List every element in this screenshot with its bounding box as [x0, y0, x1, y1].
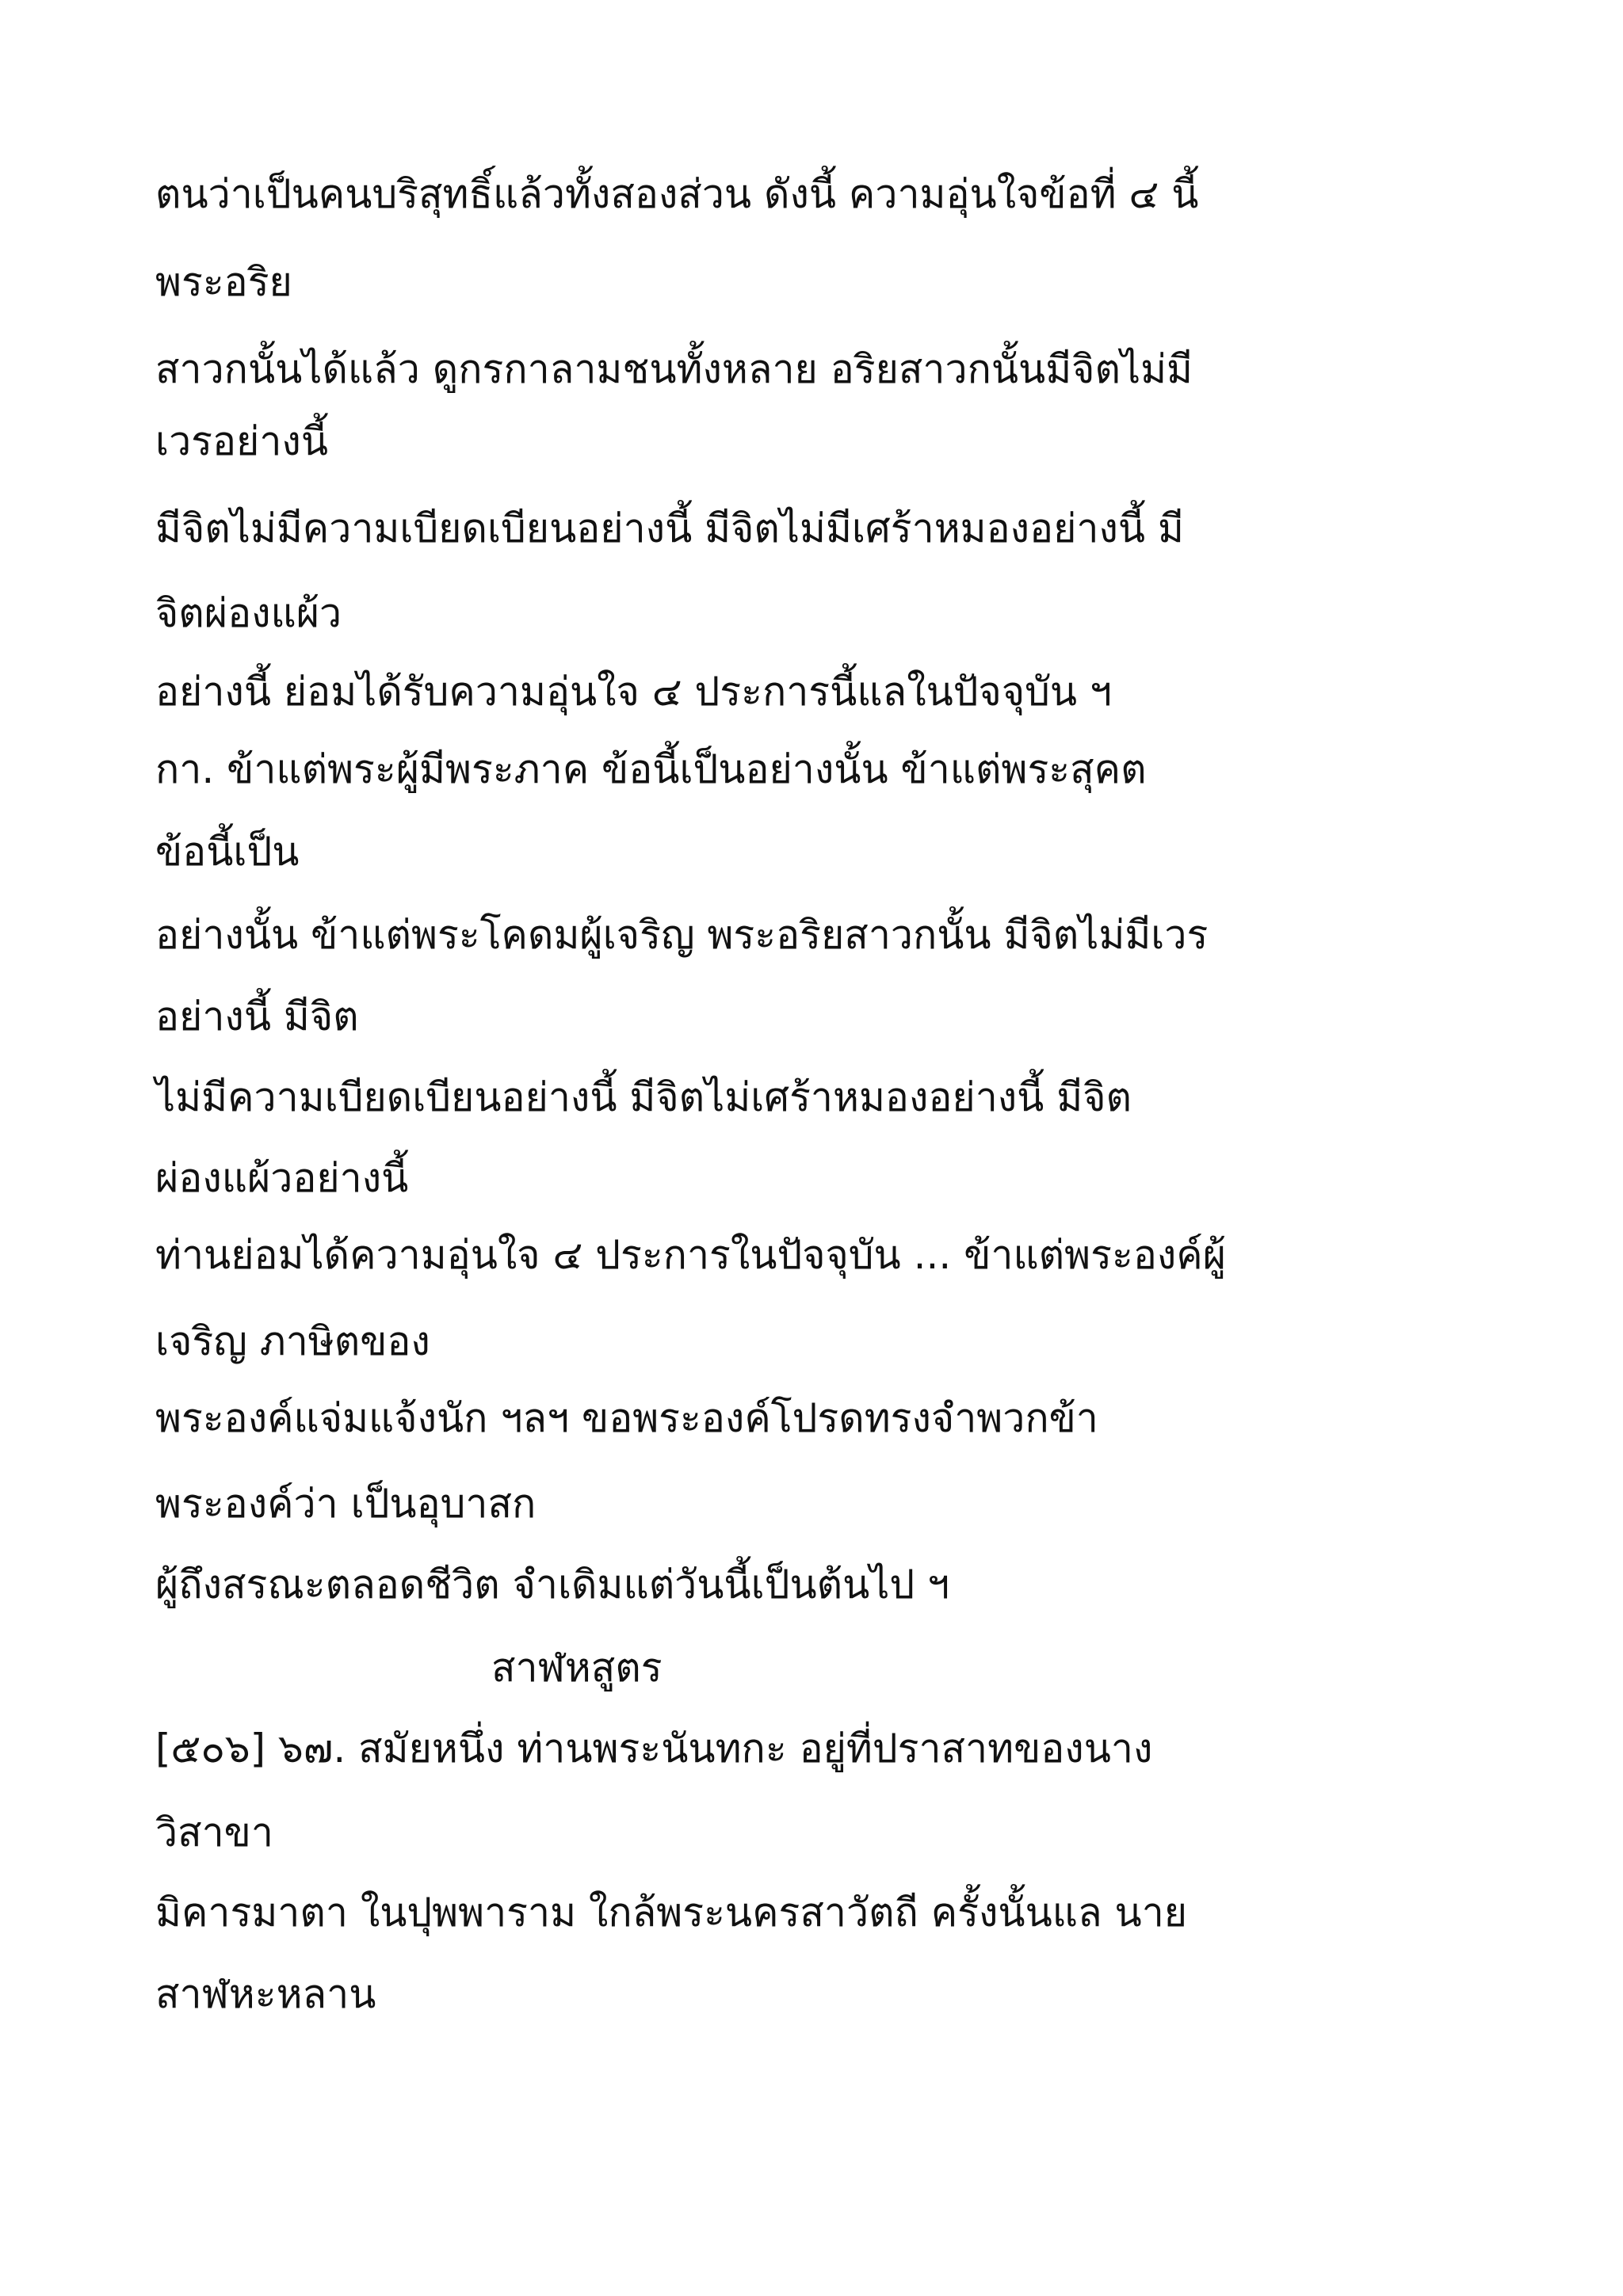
text-line: พระอริย	[155, 259, 292, 305]
text-line: จิตผ่องแผ้ว	[155, 590, 342, 636]
text-line: มิคารมาตา ในปุพพาราม ใกล้พระนครสาวัตถี ครั้งนั้นแล นาย	[155, 1890, 1188, 1936]
text-line: [๕๐๖] ๖๗. สมัยหนึ่ง ท่านพระนันทกะ อยู่ที่ปราสาทของนาง	[155, 1726, 1153, 1772]
text-line: อย่างนั้น ข้าแต่พระโคดมผู้เจริญ พระอริยสาวกนั้น มีจิตไม่มีเวร	[155, 912, 1209, 958]
text-line: ตนว่าเป็นคนบริสุทธิ์แล้วทั้งสองส่วน ดังนี้ ความอุ่นใจข้อที่ ๔ นี้	[155, 171, 1199, 217]
text-line: ผู้ถึงสรณะตลอดชีวิต จำเดิมแต่วันนี้เป็นต้นไป ฯ	[155, 1562, 950, 1608]
text-line: เจริญ ภาษิตของ	[155, 1318, 430, 1364]
text-line: มีจิตไม่มีความเบียดเบียนอย่างนี้ มีจิตไม่มีเศร้าหมองอย่างนี้ มี	[155, 505, 1184, 551]
text-line: วิสาขา	[155, 1810, 273, 1855]
text-line: อย่างนี้ มีจิต	[155, 994, 359, 1039]
text-line: พระองค์ว่า เป็นอุบาสก	[155, 1481, 537, 1527]
text-line: อย่างนี้ ย่อมได้รับความอุ่นใจ ๔ ประการนี้แลในปัจจุบัน ฯ	[155, 669, 1113, 715]
text-line: สาวกนั้นได้แล้ว ดูกรกาลามชนทั้งหลาย อริยสาวกนั้นมีจิตไม่มี	[155, 346, 1193, 392]
text-line: ข้อนี้เป็น	[155, 829, 300, 875]
text-line: สาฬหะหลาน	[155, 1971, 376, 2017]
text-line: ไม่มีความเบียดเบียนอย่างนี้ มีจิตไม่เศร้าหมองอย่างนี้ มีจิต	[155, 1074, 1132, 1120]
text-line: ผ่องแผ้วอย่างนี้	[155, 1155, 409, 1201]
text-line: กา. ข้าแต่พระผู้มีพระภาค ข้อนี้เป็นอย่างนั้น ข้าแต่พระสุคต	[155, 746, 1147, 792]
sutta-title: สาฬหสูตร	[491, 1645, 663, 1691]
text-line: ท่านย่อมได้ความอุ่นใจ ๔ ประการในปัจจุบัน ... ข้าแต่พระองค์ผู้	[155, 1232, 1227, 1278]
text-line: พระองค์แจ่มแจ้งนัก ฯลฯ ขอพระองค์โปรดทรงจำพวกข้า	[155, 1395, 1098, 1441]
text-line: เวรอย่างนี้	[155, 418, 329, 464]
